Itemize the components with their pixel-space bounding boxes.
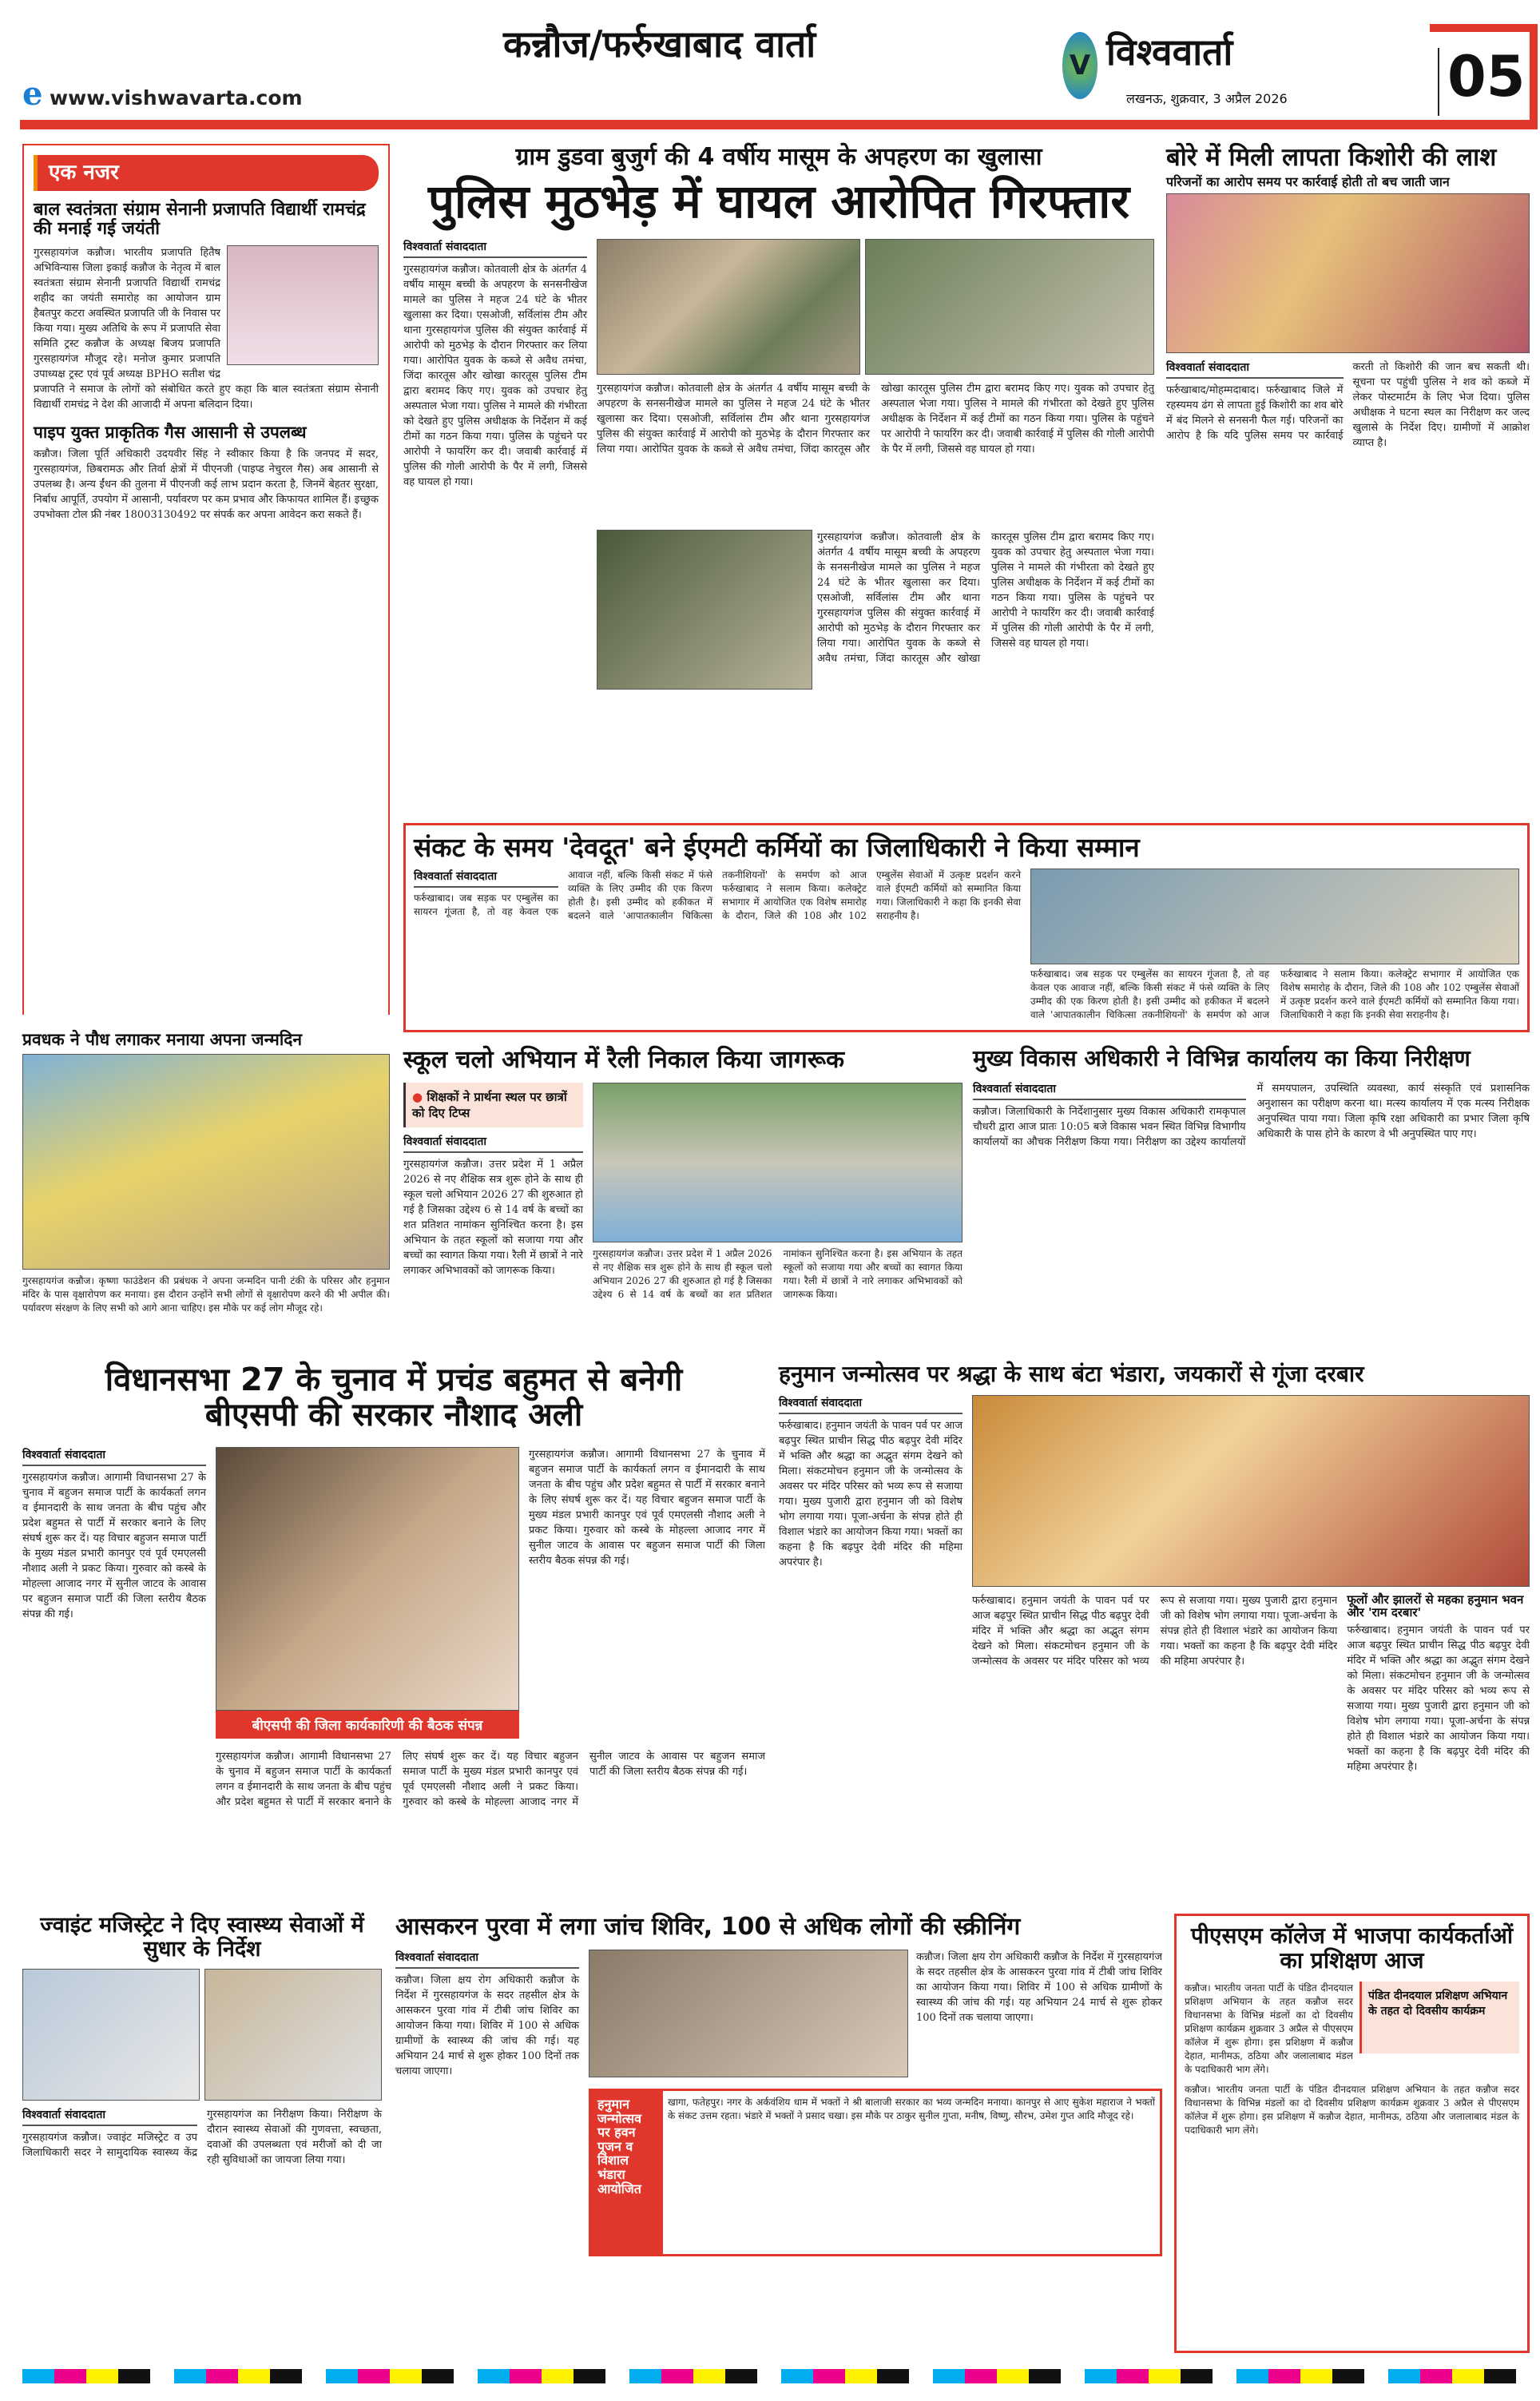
bore-article	[1166, 144, 1530, 807]
meeting-photo	[216, 1447, 519, 1711]
camp-photo	[589, 1950, 908, 2077]
portrait-photo	[227, 245, 379, 365]
police-photo-1	[597, 239, 860, 375]
temple-photo	[972, 1395, 1530, 1587]
devdoot-byline: विश्ववार्ता संवाददाता	[414, 869, 558, 888]
bhandara-body: खागा, फतेहपुर। नगर के अर्कवंशिय धाम में भक्तों ने श्री बालाजी सरकार का भव्य जन्मदिन मनाया। कानपुर से आए सुकेश महाराज ने भक्तों के संकट उत्तम रहता। भंडारे में भक्तों ने प्रसाद चखा। इस मौके पर ठाकुर सुनील गुप्ता, मनीष, विष्णु, सौरभ, उमेश गुप्त आदि मौजूद रहे।	[668, 2097, 1155, 2121]
camp-byline: विश्ववार्ता संवाददाता	[395, 1950, 579, 1969]
family-photo	[1166, 193, 1530, 353]
ek-nazar-body: गुरसहायगंज कन्नौज। भारतीय प्रजापति हितैष अभिविन्यास जिला इकाई कन्नौज के नेतृत्व में बाल स्वतंत्रता संग्राम सेनानी प्रजापति विद्यार्थी रामचंद्र शहीद का जयंती समारोह का आयोजन ग्राम हैबतपुर कटरा अवस्थित प्रजापति जी के निवास पर किया गया। मुख्य अतिथि के रूप में प्रजापति सेवा समिति ट्रस्ट कन्नौज के अध्यक्ष बिजय प्रजापति गुरसहायगंज मौजूद रहे। मनोज कुमार प्रजापति उपाध्यक्ष ट्रस्ट एवं पूर्व अध्यक्ष BPHO सतीश चंद्र प्रजापति ने समाज के लोगों को संबोधित करते हुए कहा कि बाल स्वतंत्रता संग्राम सेनानी विद्यार्थी रामचंद्र ने देश की आजादी में अपना बलिदान दिया।	[34, 246, 379, 411]
dateline: लखनऊ, शुक्रवार, 3 अप्रैल 2026	[1126, 91, 1288, 106]
psm-headline: पीएसएम कॉलेज में भाजपा कार्यकर्ताओं का प्रशिक्षण आज	[1190, 1922, 1514, 1974]
bsp-body-cont: गुरसहायगंज कन्नौज। आगामी विधानसभा 27 के चुनाव में बहुजन समाज पार्टी के कार्यकर्ता लगन व ईमानदारी के साथ जनता के बीच पहुंच और प्रदेश बहुमत से पार्टी में सरकार बनाने के लिए संघर्ष शुरू कर दें। यह विचार बहुजन समाज पार्टी के मुख्य मंडल प्रभारी कानपुर एवं पूर्व एमएलसी नौशाद अली ने प्रकट किया। गुरुवार को कस्बे के मोहल्ला आजाद नगर में सुनील जाटव के आवास पर बहुजन समाज पार्टी की जिला स्तरीय बैठक संपन्न की गई।	[529, 1449, 765, 1567]
hospital-photo-2	[204, 1969, 382, 2101]
hanuman-headline: हनुमान जन्मोत्सव पर श्रद्धा के साथ बंटा भंडारा, जयकारों से गूंजा दरबार	[779, 1361, 1364, 1387]
magistrate-article	[22, 1914, 382, 2353]
website-link[interactable]: www.vishwavarta.com	[50, 86, 303, 109]
ek-nazar-label: एक नजर	[34, 155, 379, 191]
bsp-body: गुरसहायगंज कन्नौज। आगामी विधानसभा 27 के चुनाव में बहुजन समाज पार्टी के कार्यकर्ता लगन व ईमानदारी के साथ जनता के बीच पहुंच और प्रदेश बहुमत से पार्टी में सरकार बनाने के लिए संघर्ष शुरू कर दें। यह विचार बहुजन समाज पार्टी के मुख्य मंडल प्रभारी कानपुर एवं पूर्व एमएलसी नौशाद अली ने प्रकट किया। गुरुवार को कस्बे के मोहल्ला आजाद नगर में सुनील जाटव के आवास पर बहुजन समाज पार्टी की जिला स्तरीय बैठक संपन्न की गई।	[22, 1472, 206, 1620]
school-byline: विश्ववार्ता संवाददाता	[403, 1134, 583, 1153]
hanuman-body-cont2: फर्रुखाबाद। हनुमान जयंती के पावन पर्व पर आज बढ़पुर स्थित प्राचीन सिद्ध पीठ बढ़पुर देवी मंदिर में भक्ति और श्रद्धा का अद्भुत संगम देखने को मिला। संकटमोचन हनुमान जी के जन्मोत्सव के अवसर पर मंदिर परिसर को भव्य रूप से सजाया गया। मुख्य पुजारी द्वारा हनुमान जी को विशेष भोग लगाया गया। पूजा-अर्चना के संपन्न होते ही विशाल भंडारे का आयोजन किया गया। भक्तों का कहना है कि बढ़पुर देवी मंदिर की महिमा अपरंपार है।	[1347, 1624, 1530, 1773]
tree-planting-photo	[22, 1054, 390, 1270]
police-photo-2	[865, 239, 1154, 375]
hanuman-article	[779, 1362, 1530, 1902]
ek-nazar-headline: बाल स्वतंत्रता संग्राम सेनानी प्रजापति विद्यार्थी रामचंद्र की मनाई गई जयंती	[34, 199, 366, 239]
lead-body-cont: गुरसहायगंज कन्नौज। कोतवाली क्षेत्र के अंतर्गत 4 वर्षीय मासूम बच्ची के अपहरण के सनसनीखेज मामले का पुलिस ने महज 24 घंटे के भीतर खुलासा कर दिया। एसओजी, सर्विलांस टीम और थाना गुरसहायगंज पुलिस की संयुक्त कार्रवाई में आरोपी को मुठभेड़ के दौरान गिरफ्तार कर लिया गया। आरोपित युवक के कब्जे से अवैध तमंचा, जिंदा कारतूस और खोखा कारतूस पुलिस टीम द्वारा बरामद किए गए। युवक को उपचार हेतु अस्पताल भेजा गया। पुलिस ने मामले की गंभीरता को देखते हुए पुलिस अधीक्षक के निर्देशन में कई टीमों का गठन किया गया। पुलिस के पहुंचने पर आरोपी ने फायरिंग कर दी। जवाबी कार्रवाई में पुलिस की गोली आरोपी के पैर में लगी, जिससे वह घायल हो गया।	[597, 382, 1154, 455]
birthday-body: गुरसहायगंज कन्नौज। कृष्णा फाउंडेशन की प्रबंधक ने अपना जन्मदिन पानी टंकी के परिसर और हनुमान मंदिर के पास वृक्षारोपण कर मनाया। इस दौरान उन्होंने सभी लोगों से वृक्षारोपण करने की भी अपील की। पर्यावरण संरक्षण के लिए सभी को आगे आना चाहिए। इस मौके पर कई लोग मौजूद रहे।	[22, 1275, 390, 1314]
devdoot-headline: संकट के समय 'देवदूत' बने ईएमटी कर्मियों का जिलाधिकारी ने किया सम्मान	[414, 832, 1140, 863]
school-article	[403, 1047, 963, 1350]
hanuman-photo-caption: फूलों और झालरों से महका हनुमान भवन और 'राम दरबार'	[1347, 1592, 1524, 1620]
bsp-photo-caption: बीएसपी की जिला कार्यकारिणी की बैठक संपन्न	[216, 1711, 519, 1739]
hanuman-body-cont: फर्रुखाबाद। हनुमान जयंती के पावन पर्व पर आज बढ़पुर स्थित प्राचीन सिद्ध पीठ बढ़पुर देवी मंदिर में भक्ति और श्रद्धा का अद्भुत संगम देखने को मिला। संकटमोचन हनुमान जी के जन्मोत्सव के अवसर पर मंदिर परिसर को भव्य रूप से सजाया गया। मुख्य पुजारी द्वारा हनुमान जी को विशेष भोग लगाया गया। पूजा-अर्चना के संपन्न होते ही विशाल भंडारे का आयोजन किया गया। भक्तों का कहना है कि बढ़पुर देवी मंदिर की महिमा अपरंपार है।	[972, 1594, 1338, 1668]
bsp-article	[22, 1362, 765, 1902]
rally-photo	[593, 1083, 963, 1242]
bore-byline: विश्ववार्ता संवाददाता	[1166, 360, 1344, 379]
lead-body: गुरसहायगंज कन्नौज। कोतवाली क्षेत्र के अंतर्गत 4 वर्षीय मासूम बच्ची के अपहरण के सनसनीखेज मामले का पुलिस ने महज 24 घंटे के भीतर खुलासा कर दिया। एसओजी, सर्विलांस टीम और थाना गुरसहायगंज पुलिस की संयुक्त कार्रवाई में आरोपी को मुठभेड़ के दौरान गिरफ्तार कर लिया गया। आरोपित युवक के कब्जे से अवैध तमंचा, जिंदा कारतूस और खोखा कारतूस पुलिस टीम द्वारा बरामद किए गए। युवक को उपचार हेतु अस्पताल भेजा गया। पुलिस ने मामले की गंभीरता को देखते हुए पुलिस अधीक्षक के निर्देशन में कई टीमों का गठन किया गया। पुलिस के पहुंचने पर आरोपी ने फायरिंग कर दी। जवाबी कार्रवाई में पुलिस की गोली आरोपी के पैर में लगी, जिससे वह घायल हो गया।	[403, 263, 587, 488]
hanuman-byline: विश्ववार्ता संवाददाता	[779, 1395, 963, 1414]
school-body-cont: गुरसहायगंज कन्नौज। उत्तर प्रदेश में 1 अप्रैल 2026 से नए शैक्षिक सत्र शुरू होने के साथ ही स्कूल चलो अभियान 2026 27 की शुरुआत हो गई है जिसका उद्देश्य 6 से 14 वर्ष के बच्चों का शत प्रतिशत नामांकन सुनिश्चित करना है। इस अभियान के तहत स्कूलों को सजाया गया और बच्चों का स्वागत किया गया। रैली में छात्रों ने नारे लगाकर अभिभावकों को जागरूक किया।	[593, 1248, 963, 1300]
bore-headline: बोरे में मिली लापता किशोरी की लाश	[1166, 143, 1497, 172]
magistrate-body: गुरसहायगंज कन्नौज। ज्वाइंट मजिस्ट्रेट व उप जिलाधिकारी सदर ने सामुदायिक स्वास्थ्य केंद्र गुरसहायगंज का निरीक्षण किया। निरीक्षण के दौरान स्वास्थ्य सेवाओं की गुणवत्ता, स्वच्छता, दवाओं की उपलब्धता एवं मरीजों को दी जा रही सुविधाओं का जायजा लिया गया।	[22, 2109, 382, 2167]
magistrate-byline: विश्ववार्ता संवाददाता	[22, 2107, 197, 2126]
bhandara-label: हनुमान जन्मोत्सव पर हवन पूजन व विशाल भंडारा आयोजित	[591, 2091, 663, 2254]
bhandara-box	[589, 2089, 1162, 2256]
hospital-photo-1	[22, 1969, 200, 2101]
birthday-headline: प्रवधक ने पौध लगाकर मनाया अपना जन्मदिन	[22, 1030, 303, 1049]
lead-body-cont2: गुरसहायगंज कन्नौज। कोतवाली क्षेत्र के अंतर्गत 4 वर्षीय मासूम बच्ची के अपहरण के सनसनीखेज मामले का पुलिस ने महज 24 घंटे के भीतर खुलासा कर दिया। एसओजी, सर्विलांस टीम और थाना गुरसहायगंज पुलिस की संयुक्त कार्रवाई में आरोपी को मुठभेड़ के दौरान गिरफ्तार कर लिया गया। आरोपित युवक के कब्जे से अवैध तमंचा, जिंदा कारतूस और खोखा कारतूस पुलिस टीम द्वारा बरामद किए गए। युवक को उपचार हेतु अस्पताल भेजा गया। पुलिस ने मामले की गंभीरता को देखते हुए पुलिस अधीक्षक के निर्देशन में कई टीमों का गठन किया गया। पुलिस के पहुंचने पर आरोपी ने फायरिंग कर दी। जवाबी कार्रवाई में पुलिस की गोली आरोपी के पैर में लगी, जिससे वह घायल हो गया।	[817, 531, 1154, 665]
lead-article	[403, 144, 1154, 807]
masthead	[0, 0, 1540, 132]
header-rule	[20, 120, 1534, 129]
devdoot-body-cont: फर्रुखाबाद। जब सड़क पर एम्बुलेंस का सायरन गूंजता है, तो वह केवल एक आवाज नहीं, बल्कि किसी संकट में फंसे व्यक्ति के लिए उम्मीद की एक किरण होती है। इसी उम्मीद को हकीकत में बदलने वाले 'आपातकालीन चिकित्सा तकनीशियनों' के समर्पण को आज फर्रुखाबाद ने सलाम किया। कलेक्ट्रेट सभागार में आयोजित एक विशेष समारोह के दौरान, जिले की 108 और 102 एम्बुलेंस सेवाओं में उत्कृष्ट प्रदर्शन करने वाले ईएमटी कर्मियों को सम्मानित किया गया। जिलाधिकारी ने कहा कि इनकी सेवा सराहनीय है।	[1030, 968, 1519, 1021]
page-number-box	[1430, 24, 1538, 129]
psm-body-cont: कन्नौज। भारतीय जनता पार्टी के पंडित दीनदयाल प्रशिक्षण अभियान के तहत कन्नौज सदर विधानसभा के विभिन्न मंडलों का दो दिवसीय प्रशिक्षण कार्यक्रम शुक्रवार 3 अप्रैल से पीएसएम कॉलेज में शुरू होगा। इस प्रशिक्षण में कन्नौज देहात, मानीमऊ, ठठिया और जलालाबाद मंडल के पदाधिकारी भाग लेंगे।	[1185, 2083, 1519, 2136]
school-highlight: ● शिक्षकों ने प्रार्थना स्थल पर छात्रों को दिए टिप्स	[403, 1083, 583, 1127]
bsp-byline: विश्ववार्ता संवाददाता	[22, 1447, 206, 1466]
brand-name: विश्ववार्ता	[1106, 30, 1233, 74]
school-highlight-text: शिक्षकों ने प्रार्थना स्थल पर छात्रों को दिए टिप्स	[412, 1090, 567, 1120]
camp-body-cont: कन्नौज। जिला क्षय रोग अधिकारी कन्नौज के निर्देश में गुरसहायगंज के सदर तहसील क्षेत्र के आसकरन पुरवा गांव में टीबी जांच शिविर का आयोजन किया गया। शिविर में 100 से अधिक ग्रामीणों के स्वास्थ्य की जांच की गई। यह अभियान 24 मार्च से शुरू होकर 100 दिनों तक चलाया जाएगा।	[916, 1951, 1162, 2024]
cdo-body: कन्नौज। जिलाधिकारी के निर्देशानुसार मुख्य विकास अधिकारी रामकृपाल चौधरी द्वारा आज प्रातः 10:05 बजे विकास भवन स्थित विभिन्न विभागीय कार्यालयों का औचक निरीक्षण किया गया। निरीक्षण का उद्देश्य कार्यालयों में समयपालन, उपस्थिति व्यवस्था, कार्य संस्कृति एवं प्रशासनिक अनुशासन का परीक्षण करना था। मत्स्य कार्यालय में एक मत्स्य निरीक्षक अनुपस्थित पाया गया। जिला कृषि रक्षा अधिकारी का प्रभार जिला कृषि अधिकारी के पास होने के कारण वे भी अनुपस्थित पाए गए।	[973, 1082, 1530, 1148]
camp-headline: आसकरन पुरवा में लगा जांच शिविर, 100 से अधिक लोगों की स्क्रीनिंग	[395, 1913, 1021, 1941]
psm-article	[1174, 1914, 1530, 2353]
devdoot-article	[403, 823, 1530, 1032]
psm-body: कन्नौज। भारतीय जनता पार्टी के पंडित दीनदयाल प्रशिक्षण अभियान के तहत कन्नौज सदर विधानसभा के विभिन्न मंडलों का दो दिवसीय प्रशिक्षण कार्यक्रम शुक्रवार 3 अप्रैल से पीएसएम कॉलेज में शुरू होगा। इस प्रशिक्षण में कन्नौज देहात, मानीमऊ, ठठिया और जलालाबाद मंडल के पदाधिकारी भाग लेंगे।	[1185, 1982, 1353, 2075]
cdo-byline: विश्ववार्ता संवाददाता	[973, 1081, 1246, 1100]
school-headline: स्कूल चलो अभियान में रैली निकाल किया जागरूक	[403, 1046, 845, 1074]
lead-byline: विश्ववार्ता संवाददाता	[403, 239, 587, 258]
bore-body: फर्रुखाबाद/मोहम्मदाबाद। फर्रुखाबाद जिले में रहस्यमय ढंग से लापता हुई किशोरी का शव बोरे में बंद मिलने से सनसनी फैल गई। परिजनों का आरोप है कि यदि पुलिस समय पर कार्रवाई करती तो किशोरी की जान बच सकती थी। सूचना पर पहुंची पुलिस ने शव को कब्जे में लेकर पोस्टमार्टम के लिए भेज दिया। पुलिस अधीक्षक ने घटना स्थल का निरीक्षण कर जल्द खुलासे के निर्देश दिए। ग्रामीणों में आक्रोश व्याप्त है।	[1166, 360, 1530, 449]
ek-nazar-box	[22, 144, 390, 1015]
lead-kicker: ग्राम डुडवा बुजुर्ग की 4 वर्षीय मासूम के अपहरण का खुलासा	[515, 143, 1042, 171]
page-number: 05	[1447, 44, 1526, 109]
devdoot-body: फर्रुखाबाद। जब सड़क पर एम्बुलेंस का सायरन गूंजता है, तो वह केवल एक आवाज नहीं, बल्कि किसी संकट में फंसे व्यक्ति के लिए उम्मीद की एक किरण होती है। इसी उम्मीद को हकीकत में बदलने वाले 'आपातकालीन चिकित्सा तकनीशियनों' के समर्पण को आज फर्रुखाबाद ने सलाम किया। कलेक्ट्रेट सभागार में आयोजित एक विशेष समारोह के दौरान, जिले की 108 और 102 एम्बुलेंस सेवाओं में उत्कृष्ट प्रदर्शन करने वाले ईएमटी कर्मियों को सम्मानित किया गया। जिलाधिकारी ने कहा कि इनकी सेवा सराहनीय है।	[414, 869, 1021, 922]
hanuman-body: फर्रुखाबाद। हनुमान जयंती के पावन पर्व पर आज बढ़पुर स्थित प्राचीन सिद्ध पीठ बढ़पुर देवी मंदिर में भक्ति और श्रद्धा का अद्भुत संगम देखने को मिला। संकटमोचन हनुमान जी के जन्मोत्सव के अवसर पर मंदिर परिसर को भव्य रूप से सजाया गया। मुख्य पुजारी द्वारा हनुमान जी को विशेष भोग लगाया गया। पूजा-अर्चना के संपन्न होते ही विशाल भंडारे का आयोजन किया गया। भक्तों का कहना है कि बढ़पुर देवी मंदिर की महिमा अपरंपार है।	[779, 1419, 963, 1568]
bsp-body-cont2: गुरसहायगंज कन्नौज। आगामी विधानसभा 27 के चुनाव में बहुजन समाज पार्टी के कार्यकर्ता लगन व ईमानदारी के साथ जनता के बीच पहुंच और प्रदेश बहुमत से पार्टी में सरकार बनाने के लिए संघर्ष शुरू कर दें। यह विचार बहुजन समाज पार्टी के मुख्य मंडल प्रभारी कानपुर एवं पूर्व एमएलसी नौशाद अली ने प्रकट किया। गुरुवार को कस्बे के मोहल्ला आजाद नगर में सुनील जाटव के आवास पर बहुजन समाज पार्टी की जिला स्तरीय बैठक संपन्न की गई।	[216, 1751, 765, 1808]
magistrate-headline: ज्वाइंट मजिस्ट्रेट ने दिए स्वास्थ्य सेवाओं में सुधार के निर्देश	[40, 1913, 364, 1962]
school-body: गुरसहायगंज कन्नौज। उत्तर प्रदेश में 1 अप्रैल 2026 से नए शैक्षिक सत्र शुरू होने के साथ ही स्कूल चलो अभियान 2026 27 की शुरुआत हो गई है जिसका उद्देश्य 6 से 14 वर्ष के बच्चों का शत प्रतिशत नामांकन सुनिश्चित करना है। इस अभियान के तहत स्कूलों को सजाया गया और बच्चों का स्वागत किया गया। रैली में छात्रों ने नारे लगाकर अभिभावकों को जागरूक किया।	[403, 1159, 583, 1277]
png-headline: पाइप युक्त प्राकृतिक गैस आसानी से उपलब्ध	[34, 422, 307, 442]
ceremony-photo	[1030, 869, 1519, 964]
police-photo-3	[597, 530, 812, 690]
psm-highlight-text: पंडित दीनदयाल प्रशिक्षण अभियान के तहत दो दिवसीय कार्यक्रम	[1368, 1989, 1508, 2017]
browser-e-icon: e	[22, 75, 43, 113]
cdo-article	[973, 1047, 1530, 1350]
brand-logo-icon: V	[1062, 32, 1097, 99]
bore-kicker: परिजनों का आरोप समय पर कार्रवाई होती तो बच जाती जान	[1166, 174, 1450, 190]
bsp-headline: विधानसभा 27 के चुनाव में प्रचंड बहुमत से बनेगी बीएसपी की सरकार नौशाद अली	[105, 1361, 683, 1433]
psm-highlight	[1359, 1982, 1519, 2053]
birthday-article	[22, 1031, 390, 1350]
camp-article	[395, 1914, 1162, 2353]
lead-headline: पुलिस मुठभेड़ में घायल आरोपित गिरफ्तार	[427, 174, 1130, 229]
png-body: कन्नौज। जिला पूर्ति अधिकारी उदयवीर सिंह ने स्वीकार किया है कि जनपद में सदर, गुरसहायगंज, छिबरामऊ और तिर्वा क्षेत्रों में पीएनजी (पाइप्ड नेचुरल गैस) अब आसानी से उपलब्ध है। अन्य ईंधन की तुलना में पीएनजी कई लाभ प्रदान करता है, जिनमें बेहतर सुरक्षा, निर्बाध आपूर्ति, उपयोग में आसानी, पर्यावरण पर कम प्रभाव और किफायत शामिल हैं। इच्छुक उपभोक्ता टोल फ्री नंबर 18003130492 पर संपर्क कर अपना आवेदन करा सकते हैं।	[34, 448, 379, 522]
cdo-headline: मुख्य विकास अधिकारी ने विभिन्न कार्यालय का किया निरीक्षण	[973, 1045, 1471, 1071]
section-title: कन्नौज/फर्रुखाबाद वार्ता	[503, 22, 816, 66]
camp-body: कन्नौज। जिला क्षय रोग अधिकारी कन्नौज के निर्देश में गुरसहायगंज के सदर तहसील क्षेत्र के आसकरन पुरवा गांव में टीबी जांच शिविर का आयोजन किया गया। शिविर में 100 से अधिक ग्रामीणों के स्वास्थ्य की जांच की गई। यह अभियान 24 मार्च से शुरू होकर 100 दिनों तक चलाया जाएगा।	[395, 1974, 579, 2077]
print-color-bar	[22, 2369, 1532, 2383]
